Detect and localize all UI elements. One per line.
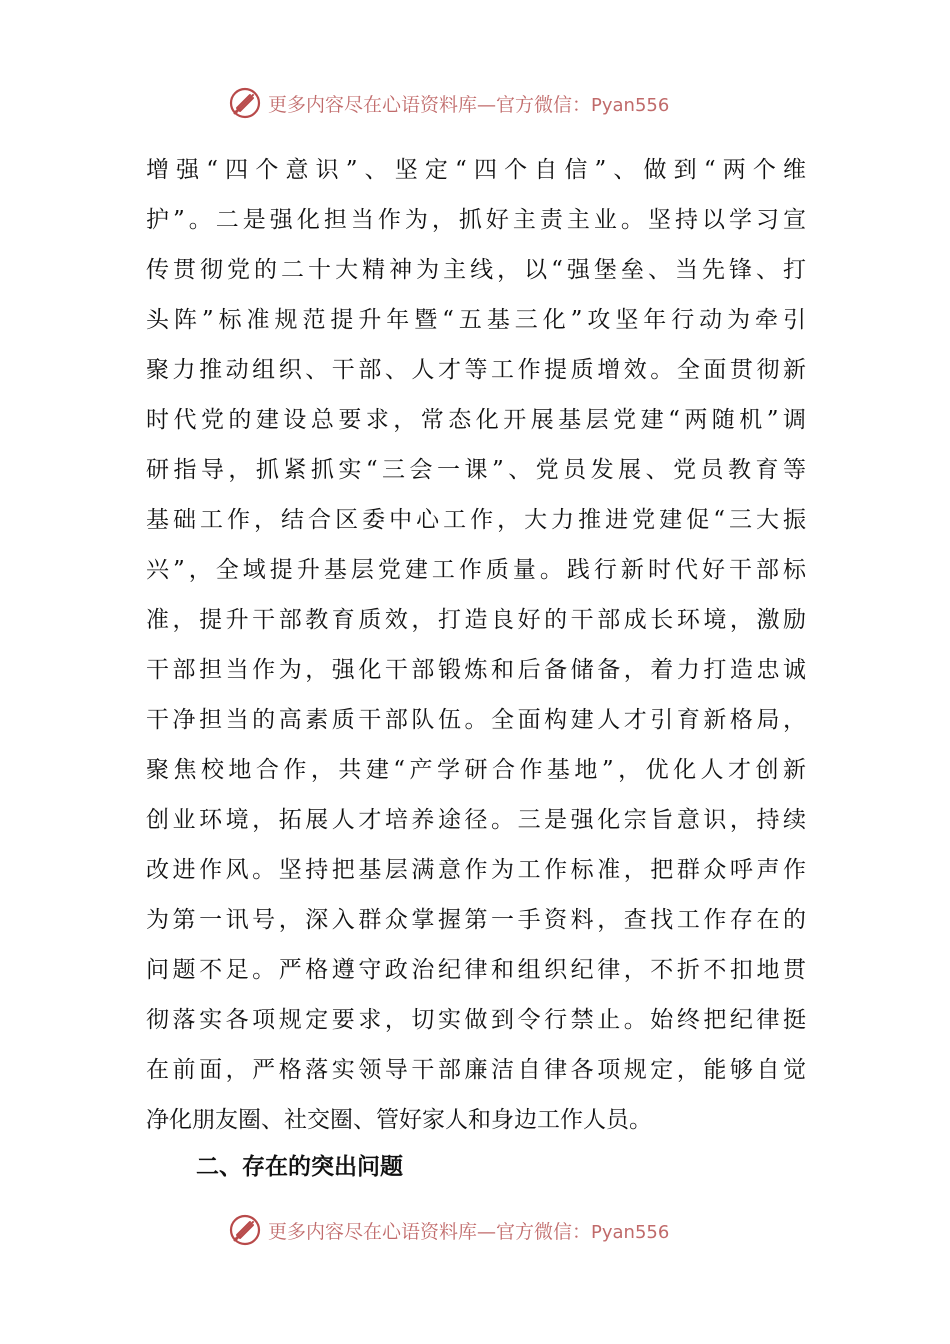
body-line: 准，提升干部教育质效，打造良好的干部成长环境，激励: [146, 607, 806, 633]
body-line: 增强“四个意识”、坚定“四个自信”、做到“两个维: [146, 157, 806, 183]
body-line: 聚焦校地合作，共建“产学研合作基地”，优化人才创新: [146, 757, 806, 783]
watermark-header: [228, 86, 669, 120]
body-line: 干部担当作为，强化干部锻炼和后备储备，着力打造忠诚: [146, 657, 806, 683]
watermark-footer: [228, 1213, 669, 1247]
body-line: 兴”，全域提升基层党建工作质量。践行新时代好干部标: [146, 557, 806, 583]
watermark-text: 更多内容尽在心语资料库—官方微信：: [268, 1220, 592, 1243]
body-line: 创业环境，拓展人才培养途径。三是强化宗旨意识，持续: [146, 807, 806, 833]
body-line: 传贯彻党的二十大精神为主线，以“强堡垒、当先锋、打: [146, 257, 806, 283]
body-line: 净化朋友圈、社交圈、管好家人和身边工作人员。: [146, 1107, 652, 1133]
watermark-contact: Pyan556: [591, 1221, 670, 1243]
body-line: 彻落实各项规定要求，切实做到令行禁止。始终把纪律挺: [146, 1007, 806, 1033]
watermark-contact: Pyan556: [591, 94, 670, 116]
section-heading: 二、存在的突出问题: [196, 1154, 403, 1180]
body-paragraph: [146, 145, 806, 1145]
body-line: 头阵”标准规范提升年暨“五基三化”攻坚年行动为牵引: [146, 307, 806, 333]
quill-pen-icon: [228, 1213, 262, 1247]
body-line: 在前面，严格落实领导干部廉洁自律各项规定，能够自觉: [146, 1057, 806, 1083]
body-line: 干净担当的高素质干部队伍。全面构建人才引育新格局，: [146, 707, 806, 733]
watermark-text: 更多内容尽在心语资料库—官方微信：: [268, 93, 592, 116]
body-line: 护”。二是强化担当作为，抓好主责主业。坚持以学习宣: [146, 207, 806, 233]
body-line: 为第一讯号，深入群众掌握第一手资料，查找工作存在的: [146, 907, 806, 933]
quill-pen-icon: [228, 86, 262, 120]
body-line: 问题不足。严格遵守政治纪律和组织纪律，不折不扣地贯: [146, 957, 806, 983]
body-line: 研指导，抓紧抓实“三会一课”、党员发展、党员教育等: [146, 457, 806, 483]
body-line: 聚力推动组织、干部、人才等工作提质增效。全面贯彻新: [146, 357, 806, 383]
body-line: 时代党的建设总要求，常态化开展基层党建“两随机”调: [146, 407, 806, 433]
body-line: 基础工作，结合区委中心工作，大力推进党建促“三大振: [146, 507, 806, 533]
body-line: 改进作风。坚持把基层满意作为工作标准，把群众呼声作: [146, 857, 806, 883]
